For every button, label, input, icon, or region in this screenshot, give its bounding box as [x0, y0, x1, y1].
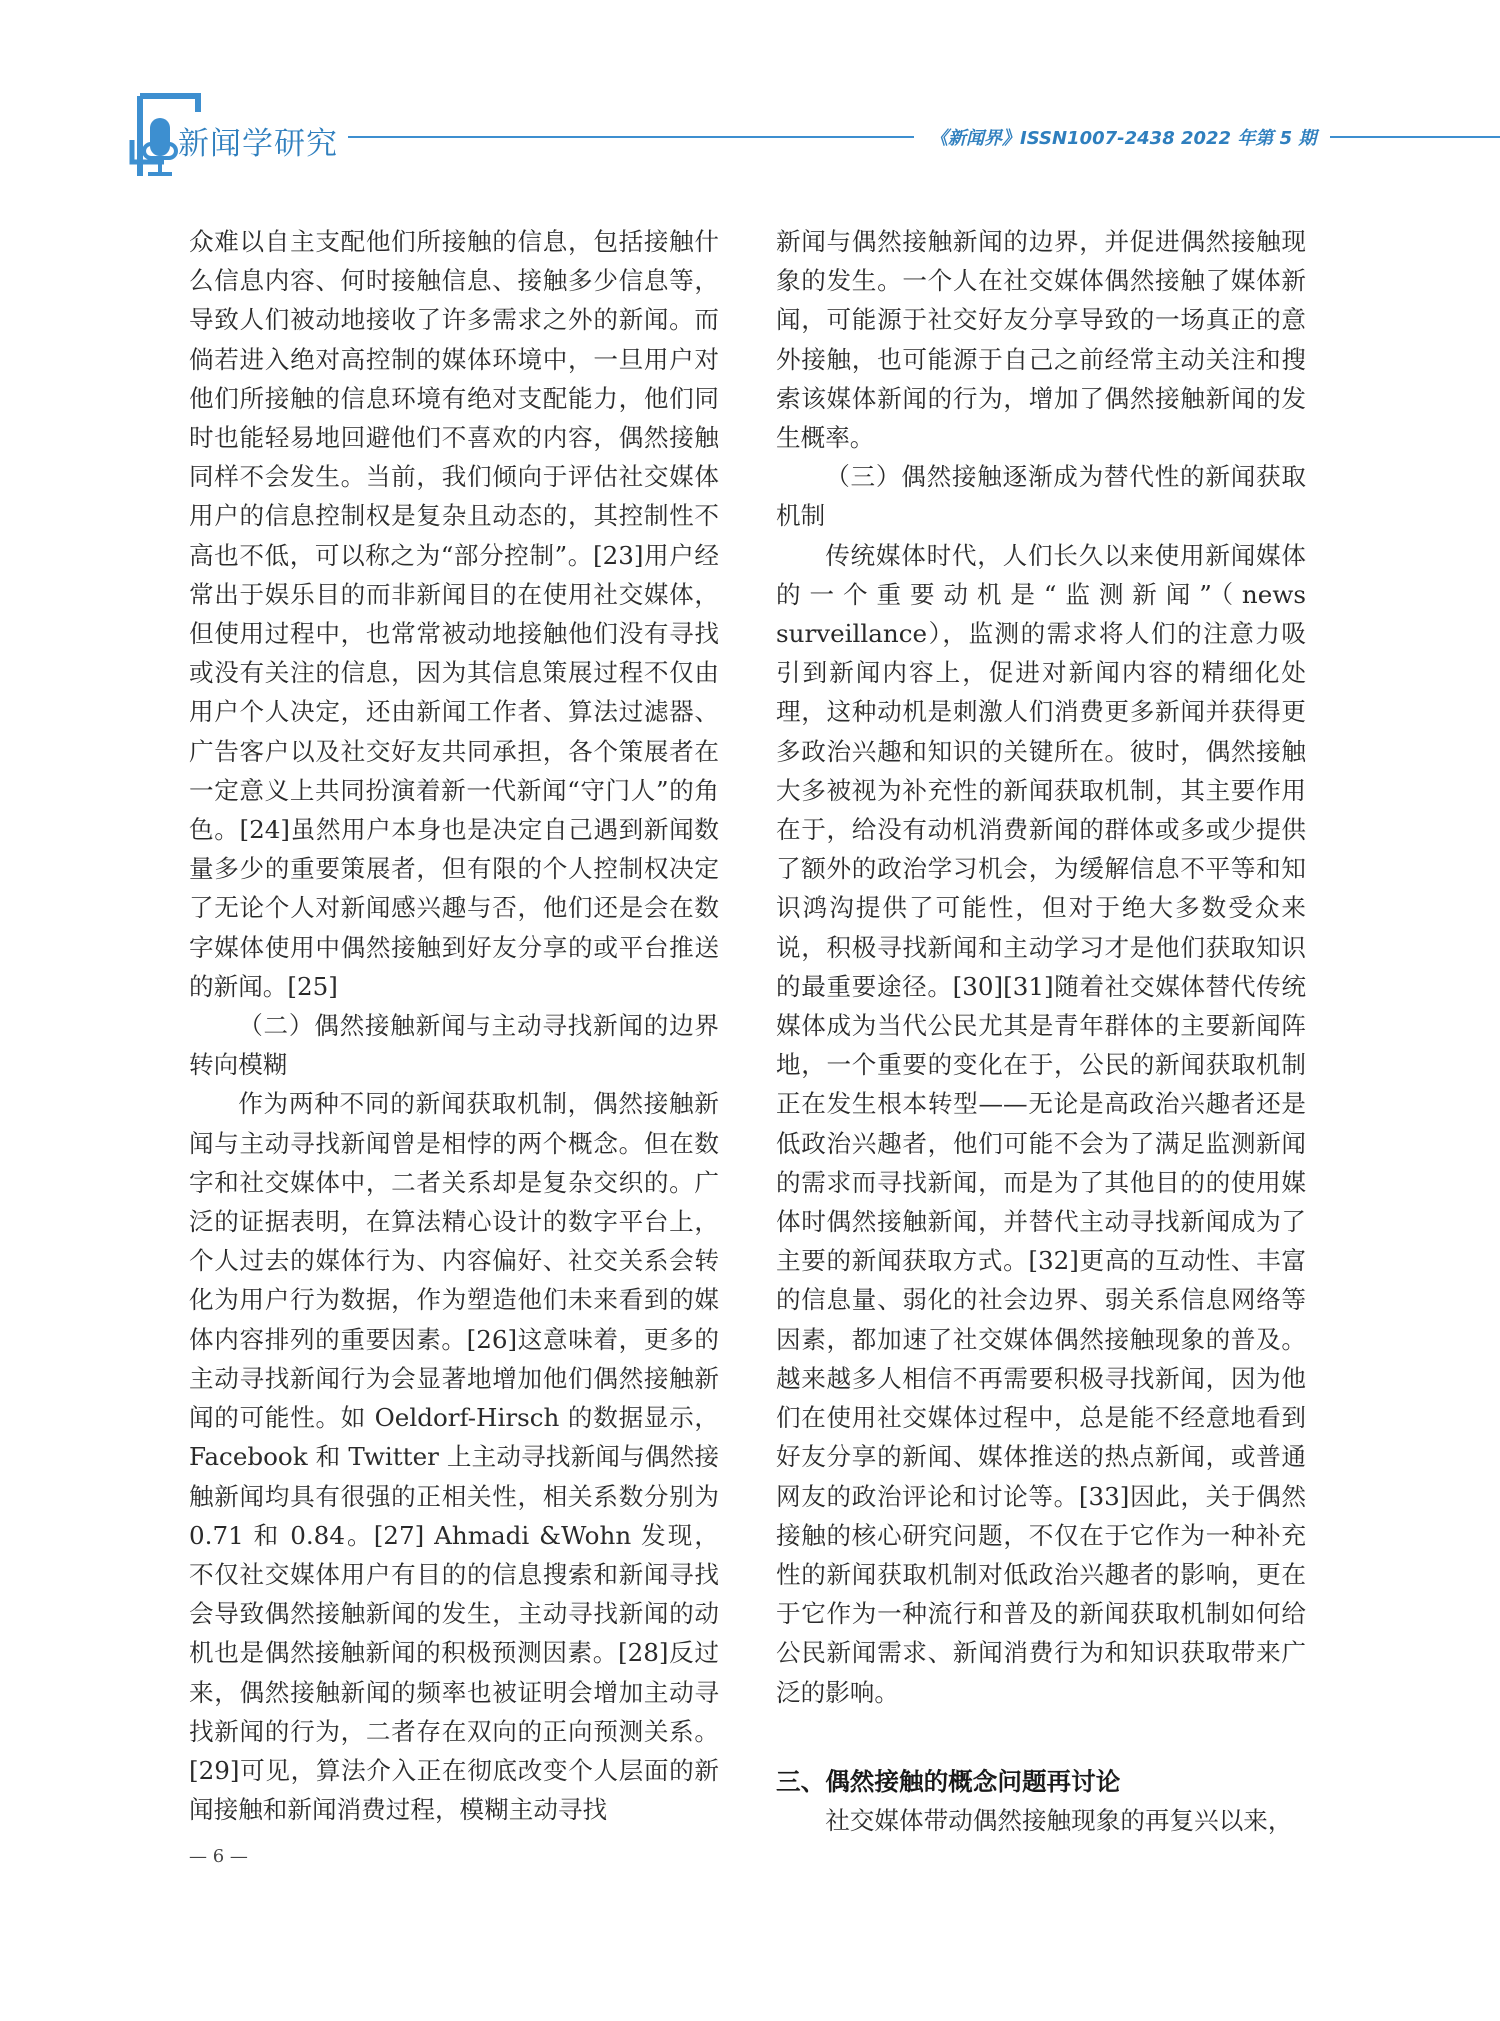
section-heading: 三、偶然接触的概念问题再讨论 — [776, 1766, 1121, 1796]
subsection-heading: （二）偶然接触新闻与主动寻找新闻的边界转向模糊 — [189, 1011, 719, 1080]
subsection-heading: （三）偶然接触逐渐成为替代性的新闻获取机制 — [776, 462, 1306, 531]
header-rule-right — [1330, 136, 1500, 138]
section-name: 新闻学研究 — [178, 126, 338, 162]
paragraph: 传统媒体时代，人们长久以来使用新闻媒体的一个重要动机是“监测新闻”（news surveillance），监测的需求将人们的注意力吸引到新闻内容上，促进对新闻内容的精细化处理，这种动机是刺激人们消费更多新闻并获得更多政治兴趣和知识的关键所在。彼时，偶然接触大多被视为补充性的新闻获取机制，其主要作用在于，给没有动机消费新闻的群体或多或少提供了额外的政治学习机会，为缓解信息不平等和知识鸿沟提供了可能性，但对于绝大多数受众来说，积极寻找新闻和主动学习才是他们获取知识的最重要途径。[30][31]随着社交媒体替代传统媒体成为当代公民尤其是青年群体的主要新闻阵地，一个重要的变化在于，公民的新闻获取机制正在发生根本转型——无论是高政治兴趣者还是低政治兴趣者，他们可能不会为了满足监测新闻的需求而寻找新闻，而是为了其他目的的使用媒体时偶然接触新闻，并替代主动寻找新闻成为了主要的新闻获取方式。[32]更高的互动性、丰富的信息量、弱化的社会边界、弱关系信息网络等因素，都加速了社交媒体偶然接触现象的普及。越来越多人相信不再需要积极寻找新闻，因为他们在使用社交媒体过程中，总是能不经意地看到好友分享的新闻、媒体推送的热点新闻，或普通网友的政治评论和讨论等。[33]因此，关于偶然接触的核心研究问题，不仅在于它作为一种补充性的新闻获取机制对低政治兴趣者的影响，更在于它作为一种流行和普及的新闻获取机制如何给公民新闻需求、新闻消费行为和知识获取带来广泛的影响。 — [776, 540, 1306, 1707]
paragraph: 众难以自主支配他们所接触的信息，包括接触什么信息内容、何时接触信息、接触多少信息等，导致人们被动地接收了许多需求之外的新闻。而倘若进入绝对高控制的媒体环境中，一旦用户对他们所接触的信息环境有绝对支配能力，他们同时也能轻易地回避他们不喜欢的内容，偶然接触同样不会发生。当前，我们倾向于评估社交媒体用户的信息控制权是复杂且动态的，其控制性不高也不低，可以称之为“部分控制”。[23]用户经常出于娱乐目的而非新闻目的在使用社交媒体，但使用过程中，也常常被动地接触他们没有寻找或没有关注的信息，因为其信息策展过程不仅由用户个人决定，还由新闻工作者、算法过滤器、广告客户以及社交好友共同承担，各个策展者在一定意义上共同扮演着新一代新闻“守门人”的角色。[24]虽然用户本身也是决定自己遇到新闻数量多少的重要策展者，但有限的个人控制权决定了无论个人对新闻感兴趣与否，他们还是会在数字媒体使用中偶然接触到好友分享的或平台推送的新闻。[25] — [189, 227, 719, 1001]
left-column — [189, 222, 719, 1829]
paragraph: 新闻与偶然接触新闻的边界，并促进偶然接触现象的发生。一个人在社交媒体偶然接触了媒体新闻，可能源于社交好友分享导致的一场真正的意外接触，也可能源于自己之前经常主动关注和搜索该媒体新闻的行为，增加了偶然接触新闻的发生概率。 — [776, 227, 1306, 453]
header-rule-left — [348, 136, 914, 138]
page-header — [0, 0, 1500, 200]
paragraph: 社交媒体带动偶然接触现象的再复兴以来， — [825, 1805, 1293, 1835]
paragraph: 作为两种不同的新闻获取机制，偶然接触新闻与主动寻找新闻曾是相悖的两个概念。但在数字和社交媒体中，二者关系却是复杂交织的。广泛的证据表明，在算法精心设计的数字平台上，个人过去的媒体行为、内容偏好、社交关系会转化为用户行为数据，作为塑造他们未来看到的媒体内容排列的重要因素。[26]这意味着，更多的主动寻找新闻行为会显著地增加他们偶然接触新闻的可能性。如 Oeldorf-Hirsch 的数据显示，Facebook 和 Twitter 上主动寻找新闻与偶然接触新闻均具有很强的正相关性，相关系数分别为 0.71 和 0.84。[27] Ahmadi &Wohn 发现，不仅社交媒体用户有目的的信息搜索和新闻寻找会导致偶然接触新闻的发生，主动寻找新闻的动机也是偶然接触新闻的积极预测因素。[28]反过来，偶然接触新闻的频率也被证明会增加主动寻找新闻的行为，二者存在双向的正向预测关系。[29]可见，算法介入正在彻底改变个人层面的新闻接触和新闻消费过程，模糊主动寻找 — [189, 1089, 719, 1825]
journal-info: 《新闻界》ISSN1007-2438 2022 年第 5 期 — [930, 128, 1317, 149]
page-number: — 6 — — [189, 1846, 248, 1867]
right-column — [776, 222, 1306, 1840]
